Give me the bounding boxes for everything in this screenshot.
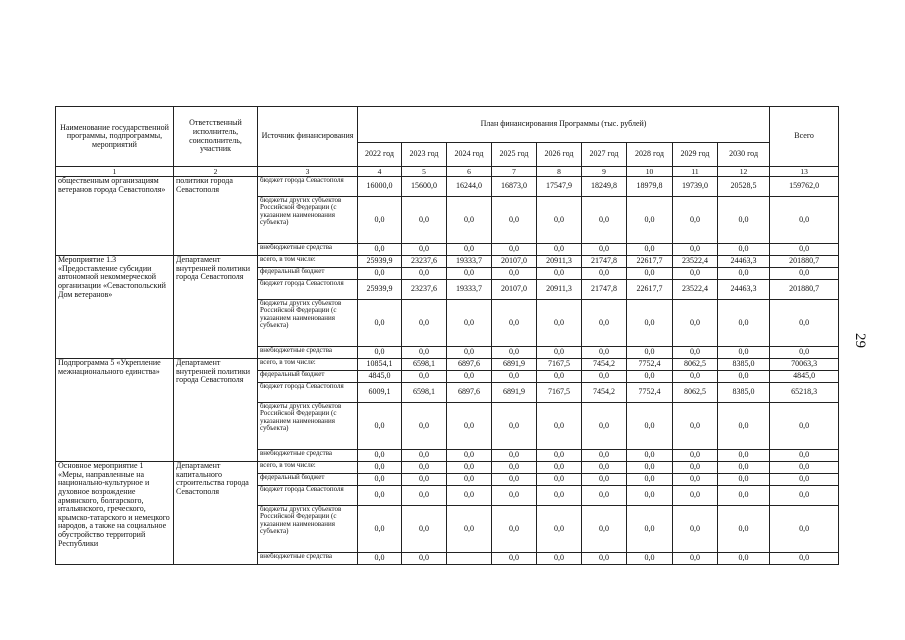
year-value-cell: 0,0 xyxy=(582,506,627,553)
year-value-cell: 0,0 xyxy=(673,197,718,244)
year-value-cell: 6891,9 xyxy=(492,383,537,403)
responsible-cell: Департамент внутренней политики города Севастополя xyxy=(174,256,258,359)
year-value-cell: 0,0 xyxy=(402,300,447,347)
year-value-cell: 0,0 xyxy=(673,403,718,450)
total-value-cell: 0,0 xyxy=(770,506,839,553)
year-value-cell: 0,0 xyxy=(402,506,447,553)
year-value-cell: 0,0 xyxy=(673,450,718,462)
financing-plan-table xyxy=(55,106,839,565)
year-value-cell: 24463,3 xyxy=(718,280,770,300)
year-value-cell: 6897,6 xyxy=(447,359,492,371)
year-value-cell: 0,0 xyxy=(358,474,402,486)
year-value-cell: 23522,4 xyxy=(673,256,718,268)
column-number: 5 xyxy=(402,167,447,177)
year-value-cell: 0,0 xyxy=(447,486,492,506)
year-value-cell: 0,0 xyxy=(582,347,627,359)
year-value-cell: 7752,4 xyxy=(627,383,673,403)
funding-source-cell: внебюджетные средства xyxy=(258,450,358,462)
column-number: 1 xyxy=(56,167,174,177)
year-value-cell: 7167,5 xyxy=(537,383,582,403)
total-value-cell: 0,0 xyxy=(770,268,839,280)
year-value-cell: 0,0 xyxy=(537,462,582,474)
year-value-cell: 23522,4 xyxy=(673,280,718,300)
program-name-cell: Подпрограмма 5 «Укрепление межнационального единства» xyxy=(56,359,174,462)
year-value-cell: 0,0 xyxy=(358,244,402,256)
header-total: Всего xyxy=(770,107,839,167)
year-value-cell: 16873,0 xyxy=(492,177,537,197)
year-value-cell: 0,0 xyxy=(718,347,770,359)
header-year: 2023 год xyxy=(402,143,447,167)
total-value-cell: 0,0 xyxy=(770,403,839,450)
year-value-cell: 0,0 xyxy=(537,553,582,565)
year-value-cell: 0,0 xyxy=(537,300,582,347)
header-program-name: Наименование государственной программы, подпрограммы, мероприятий xyxy=(56,107,174,167)
year-value-cell: 0,0 xyxy=(402,371,447,383)
year-value-cell: 0,0 xyxy=(582,462,627,474)
year-value-cell: 0,0 xyxy=(718,553,770,565)
year-value-cell: 0,0 xyxy=(402,486,447,506)
year-value-cell: 0,0 xyxy=(582,197,627,244)
year-value-cell: 0,0 xyxy=(627,268,673,280)
header-year: 2025 год xyxy=(492,143,537,167)
total-value-cell: 201880,7 xyxy=(770,280,839,300)
total-value-cell: 0,0 xyxy=(770,553,839,565)
year-value-cell: 0,0 xyxy=(492,462,537,474)
year-value-cell: 23237,6 xyxy=(402,280,447,300)
year-value-cell: 0,0 xyxy=(492,268,537,280)
header-year: 2030 год xyxy=(718,143,770,167)
year-value-cell: 0,0 xyxy=(447,244,492,256)
column-number: 13 xyxy=(770,167,839,177)
year-value-cell: 0,0 xyxy=(492,450,537,462)
program-name-cell: Основное мероприятие 1 «Меры, направленные на национально-культурное и духовное возрождение армянского, болгарского, итальянского, греческого, крымско-татарского и немецкого народов, а также на социальное обустройство территорий Республики xyxy=(56,462,174,565)
funding-source-cell: бюджет города Севастополя xyxy=(258,383,358,403)
year-value-cell: 25939,9 xyxy=(358,256,402,268)
year-value-cell: 0,0 xyxy=(718,371,770,383)
year-value-cell: 0,0 xyxy=(402,268,447,280)
year-value-cell: 0,0 xyxy=(673,486,718,506)
funding-source-cell: всего, в том числе: xyxy=(258,256,358,268)
total-value-cell: 159762,0 xyxy=(770,177,839,197)
year-value-cell: 0,0 xyxy=(358,450,402,462)
funding-source-cell: бюджеты других субъектов Российской Федерации (с указанием наименования субъекта) xyxy=(258,197,358,244)
year-value-cell: 6897,6 xyxy=(447,383,492,403)
year-value-cell: 0,0 xyxy=(447,197,492,244)
year-value-cell: 0,0 xyxy=(537,486,582,506)
header-year: 2029 год xyxy=(673,143,718,167)
year-value-cell: 0,0 xyxy=(358,403,402,450)
column-number: 9 xyxy=(582,167,627,177)
year-value-cell: 0,0 xyxy=(718,244,770,256)
year-value-cell: 0,0 xyxy=(582,244,627,256)
year-value-cell: 0,0 xyxy=(673,300,718,347)
year-value-cell: 7454,2 xyxy=(582,383,627,403)
year-value-cell: 23237,6 xyxy=(402,256,447,268)
year-value-cell: 6598,1 xyxy=(402,383,447,403)
year-value-cell: 20528,5 xyxy=(718,177,770,197)
year-value-cell: 0,0 xyxy=(492,371,537,383)
header-financing-plan: План финансирования Программы (тыс. рублей) xyxy=(358,107,770,143)
year-value-cell: 0,0 xyxy=(492,506,537,553)
year-value-cell: 0,0 xyxy=(358,486,402,506)
year-value-cell: 4845,0 xyxy=(358,371,402,383)
program-name-cell: Мероприятие 1.3 «Предоставление субсидии автономной некоммерческой организации «Севастопольский Дом ветеранов» xyxy=(56,256,174,359)
year-value-cell: 0,0 xyxy=(402,347,447,359)
header-year: 2027 год xyxy=(582,143,627,167)
year-value-cell: 22617,7 xyxy=(627,280,673,300)
year-value-cell: 0,0 xyxy=(582,268,627,280)
year-value-cell: 0,0 xyxy=(402,553,447,565)
year-value-cell: 8062,5 xyxy=(673,383,718,403)
year-value-cell: 0,0 xyxy=(673,268,718,280)
column-number: 4 xyxy=(358,167,402,177)
year-value-cell: 0,0 xyxy=(402,462,447,474)
total-value-cell: 0,0 xyxy=(770,347,839,359)
header-responsible: Ответственный исполнитель, соисполнитель, участник xyxy=(174,107,258,167)
year-value-cell: 18249,8 xyxy=(582,177,627,197)
year-value-cell: 0,0 xyxy=(627,244,673,256)
year-value-cell: 20911,3 xyxy=(537,280,582,300)
year-value-cell: 8062,5 xyxy=(673,359,718,371)
header-year: 2022 год xyxy=(358,143,402,167)
total-value-cell: 0,0 xyxy=(770,486,839,506)
year-value-cell: 0,0 xyxy=(718,486,770,506)
year-value-cell: 0,0 xyxy=(402,197,447,244)
responsible-cell: Департамент капитального строительства города Севастополя xyxy=(174,462,258,565)
year-value-cell: 0,0 xyxy=(402,474,447,486)
year-value-cell: 7454,2 xyxy=(582,359,627,371)
year-value-cell: 0,0 xyxy=(537,450,582,462)
year-value-cell: 0,0 xyxy=(358,462,402,474)
year-value-cell: 0,0 xyxy=(447,371,492,383)
year-value-cell: 0,0 xyxy=(492,553,537,565)
year-value-cell: 0,0 xyxy=(492,474,537,486)
total-value-cell: 201880,7 xyxy=(770,256,839,268)
year-value-cell: 19739,0 xyxy=(673,177,718,197)
year-value-cell: 0,0 xyxy=(627,506,673,553)
year-value-cell: 25939,9 xyxy=(358,280,402,300)
year-value-cell: 0,0 xyxy=(537,474,582,486)
table-row xyxy=(56,256,839,268)
column-number: 3 xyxy=(258,167,358,177)
year-value-cell xyxy=(447,553,492,565)
year-value-cell: 0,0 xyxy=(537,347,582,359)
year-value-cell: 0,0 xyxy=(492,403,537,450)
funding-source-cell: федеральный бюджет xyxy=(258,268,358,280)
column-number: 2 xyxy=(174,167,258,177)
year-value-cell: 0,0 xyxy=(718,197,770,244)
funding-source-cell: бюджеты других субъектов Российской Федерации (с указанием наименования субъекта) xyxy=(258,300,358,347)
year-value-cell: 6891,9 xyxy=(492,359,537,371)
year-value-cell: 0,0 xyxy=(358,506,402,553)
year-value-cell: 0,0 xyxy=(718,450,770,462)
column-number: 7 xyxy=(492,167,537,177)
year-value-cell: 0,0 xyxy=(492,244,537,256)
year-value-cell: 24463,3 xyxy=(718,256,770,268)
table-row xyxy=(56,462,839,474)
funding-source-cell: внебюджетные средства xyxy=(258,553,358,565)
year-value-cell: 0,0 xyxy=(673,462,718,474)
column-number: 8 xyxy=(537,167,582,177)
year-value-cell: 0,0 xyxy=(358,553,402,565)
year-value-cell: 0,0 xyxy=(718,403,770,450)
year-value-cell: 0,0 xyxy=(627,197,673,244)
year-value-cell: 0,0 xyxy=(492,347,537,359)
year-value-cell: 0,0 xyxy=(492,486,537,506)
year-value-cell: 6009,1 xyxy=(358,383,402,403)
funding-source-cell: внебюджетные средства xyxy=(258,347,358,359)
year-value-cell: 0,0 xyxy=(627,403,673,450)
funding-source-cell: бюджет города Севастополя xyxy=(258,486,358,506)
funding-source-cell: всего, в том числе: xyxy=(258,359,358,371)
year-value-cell: 0,0 xyxy=(537,197,582,244)
year-value-cell: 0,0 xyxy=(492,197,537,244)
year-value-cell: 20107,0 xyxy=(492,256,537,268)
header-year: 2026 год xyxy=(537,143,582,167)
year-value-cell: 17547,9 xyxy=(537,177,582,197)
year-value-cell: 0,0 xyxy=(582,474,627,486)
funding-source-cell: бюджет города Севастополя xyxy=(258,280,358,300)
year-value-cell: 0,0 xyxy=(358,347,402,359)
year-value-cell: 0,0 xyxy=(673,371,718,383)
year-value-cell: 0,0 xyxy=(358,197,402,244)
year-value-cell: 0,0 xyxy=(402,450,447,462)
year-value-cell: 19333,7 xyxy=(447,256,492,268)
year-value-cell: 0,0 xyxy=(673,474,718,486)
funding-source-cell: бюджет города Севастополя xyxy=(258,177,358,197)
year-value-cell: 0,0 xyxy=(402,403,447,450)
year-value-cell: 0,0 xyxy=(447,347,492,359)
year-value-cell: 0,0 xyxy=(582,450,627,462)
year-value-cell: 0,0 xyxy=(447,506,492,553)
column-number: 11 xyxy=(673,167,718,177)
year-value-cell: 0,0 xyxy=(358,300,402,347)
funding-source-cell: бюджеты других субъектов Российской Федерации (с указанием наименования субъекта) xyxy=(258,403,358,450)
year-value-cell: 0,0 xyxy=(582,403,627,450)
year-value-cell: 10854,1 xyxy=(358,359,402,371)
year-value-cell: 0,0 xyxy=(627,486,673,506)
year-value-cell: 0,0 xyxy=(718,474,770,486)
year-value-cell: 0,0 xyxy=(582,486,627,506)
table-row xyxy=(56,177,839,197)
year-value-cell: 20107,0 xyxy=(492,280,537,300)
column-number: 12 xyxy=(718,167,770,177)
year-value-cell: 0,0 xyxy=(447,450,492,462)
year-value-cell: 0,0 xyxy=(673,553,718,565)
year-value-cell: 0,0 xyxy=(447,300,492,347)
program-name-cell: общественным организациям ветеранов города Севастополя» xyxy=(56,177,174,256)
total-value-cell: 4845,0 xyxy=(770,371,839,383)
year-value-cell: 0,0 xyxy=(402,244,447,256)
year-value-cell: 0,0 xyxy=(447,268,492,280)
total-value-cell: 0,0 xyxy=(770,197,839,244)
year-value-cell: 21747,8 xyxy=(582,280,627,300)
year-value-cell: 0,0 xyxy=(447,462,492,474)
year-value-cell: 0,0 xyxy=(718,506,770,553)
year-value-cell: 0,0 xyxy=(627,300,673,347)
year-value-cell: 20911,3 xyxy=(537,256,582,268)
funding-source-cell: федеральный бюджет xyxy=(258,474,358,486)
year-value-cell: 15600,0 xyxy=(402,177,447,197)
total-value-cell: 0,0 xyxy=(770,450,839,462)
year-value-cell: 0,0 xyxy=(627,553,673,565)
year-value-cell: 0,0 xyxy=(582,371,627,383)
year-value-cell: 0,0 xyxy=(673,244,718,256)
year-value-cell: 0,0 xyxy=(447,403,492,450)
year-value-cell: 0,0 xyxy=(718,300,770,347)
year-value-cell: 0,0 xyxy=(492,300,537,347)
year-value-cell: 8385,0 xyxy=(718,359,770,371)
page-number: 29 xyxy=(852,333,868,348)
funding-source-cell: бюджеты других субъектов Российской Федерации (с указанием наименования субъекта) xyxy=(258,506,358,553)
year-value-cell: 0,0 xyxy=(537,268,582,280)
total-value-cell: 0,0 xyxy=(770,462,839,474)
total-value-cell: 0,0 xyxy=(770,244,839,256)
header-funding-source: Источник финансирования xyxy=(258,107,358,167)
total-value-cell: 0,0 xyxy=(770,474,839,486)
year-value-cell: 18979,8 xyxy=(627,177,673,197)
year-value-cell: 0,0 xyxy=(718,462,770,474)
column-number: 10 xyxy=(627,167,673,177)
year-value-cell: 0,0 xyxy=(627,450,673,462)
year-value-cell: 0,0 xyxy=(537,244,582,256)
year-value-cell: 0,0 xyxy=(358,268,402,280)
funding-source-cell: всего, в том числе: xyxy=(258,462,358,474)
funding-source-cell: федеральный бюджет xyxy=(258,371,358,383)
year-value-cell: 16000,0 xyxy=(358,177,402,197)
responsible-cell: политики города Севастополя xyxy=(174,177,258,256)
year-value-cell: 16244,0 xyxy=(447,177,492,197)
year-value-cell: 0,0 xyxy=(673,506,718,553)
column-number: 6 xyxy=(447,167,492,177)
year-value-cell: 7752,4 xyxy=(627,359,673,371)
year-value-cell: 0,0 xyxy=(627,347,673,359)
year-value-cell: 0,0 xyxy=(582,553,627,565)
year-value-cell: 0,0 xyxy=(627,474,673,486)
responsible-cell: Департамент внутренней политики города Севастополя xyxy=(174,359,258,462)
year-value-cell: 6598,1 xyxy=(402,359,447,371)
year-value-cell: 7167,5 xyxy=(537,359,582,371)
year-value-cell: 0,0 xyxy=(673,347,718,359)
year-value-cell: 8385,0 xyxy=(718,383,770,403)
year-value-cell: 0,0 xyxy=(627,371,673,383)
year-value-cell: 0,0 xyxy=(537,403,582,450)
table-row xyxy=(56,359,839,371)
year-value-cell: 0,0 xyxy=(718,268,770,280)
year-value-cell: 22617,7 xyxy=(627,256,673,268)
year-value-cell: 0,0 xyxy=(537,371,582,383)
year-value-cell: 0,0 xyxy=(627,462,673,474)
year-value-cell: 21747,8 xyxy=(582,256,627,268)
year-value-cell: 0,0 xyxy=(447,474,492,486)
total-value-cell: 0,0 xyxy=(770,300,839,347)
header-year: 2024 год xyxy=(447,143,492,167)
funding-source-cell: внебюджетные средства xyxy=(258,244,358,256)
total-value-cell: 70063,3 xyxy=(770,359,839,371)
total-value-cell: 65218,3 xyxy=(770,383,839,403)
year-value-cell: 0,0 xyxy=(582,300,627,347)
header-year: 2028 год xyxy=(627,143,673,167)
year-value-cell: 0,0 xyxy=(537,506,582,553)
year-value-cell: 19333,7 xyxy=(447,280,492,300)
